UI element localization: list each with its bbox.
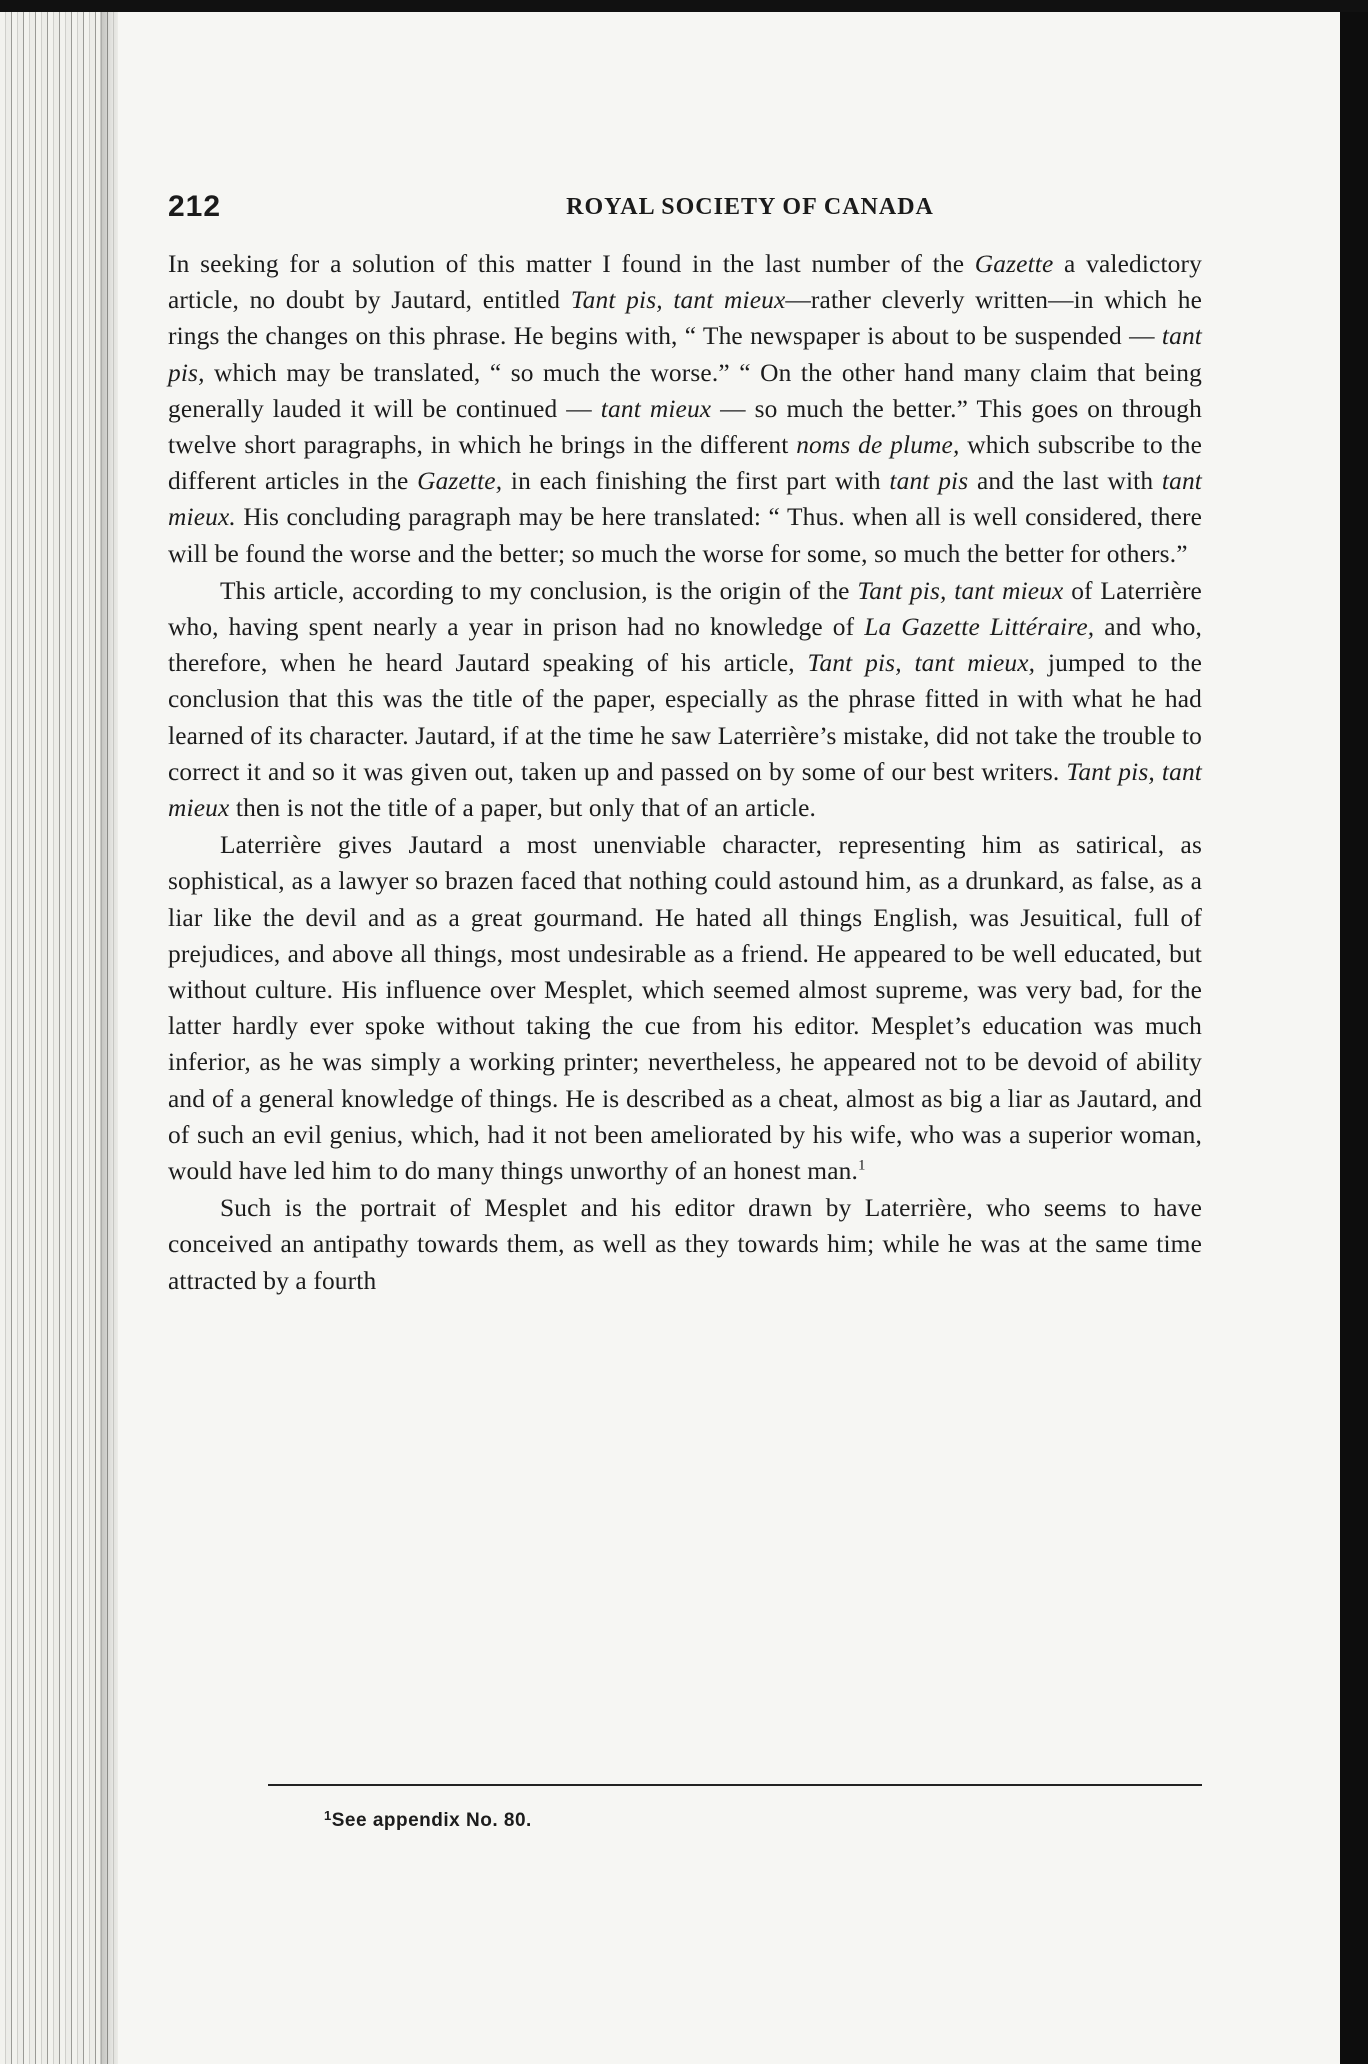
gutter-shadow: [100, 12, 118, 2064]
italic-run: noms de plume,: [796, 431, 960, 460]
paragraph: [168, 1190, 1202, 1299]
text-run: Laterrière gives Jautard a most unenviable character, representing him as satirical, as sophistical, as a lawyer so brazen faced that nothing could astound him, as a drunkard, as false, as a liar like the devil and as a great gourmand. He hated all things English, was Jesuitical, full of prejudices, and above all things, most undesirable as a friend. He appeared to be well educated, but without culture. His influence over Mesplet, which seemed almost supreme, was very bad, for the latter hardly ever spoke without taking the cue from his editor. Mesplet’s education was much inferior, as he was simply a working printer; nevertheless, he appeared not to be devoid of ability and of a general knowledge of things. He is described as a cheat, almost as big a liar as Jautard, and of such an evil genius, which, had it not been ameliorated by his wife, who was a superior woman, would have led him to do many things unworthy of an honest man.: [168, 831, 1202, 1186]
italic-run: Tant pis, tant mieux,: [807, 649, 1036, 678]
text-run: which may be translated, “ so much the worse.” “ On the other hand many claim that being generally lauded it will be continued —: [168, 358, 1202, 423]
footnote-text: See appendix No. 80.: [331, 1810, 532, 1831]
page-number: 212: [168, 190, 222, 223]
italic-run: Tant pis, tant mieux: [857, 576, 1064, 605]
body-text: [168, 246, 1202, 1299]
page-header: [168, 190, 1202, 230]
italic-run: tant pis: [889, 467, 969, 496]
italic-run: tant mieux: [600, 394, 712, 423]
italic-run: tant pis,: [168, 322, 1202, 387]
text-run: — so much the better.” This goes on through twelve short paragraphs, in which he brings in the different: [168, 394, 1202, 460]
footnote-marker: 1: [324, 1808, 332, 1823]
text-run: and the last with: [968, 467, 1162, 496]
scan-right-border: [1340, 12, 1368, 2064]
paragraph: [168, 573, 1202, 826]
text-run: Such is the portrait of Mesplet and his editor drawn by Laterrière, who seems to have conceived an antipathy towards them, as well as they towards him; while he was at the same time attracted by a fourth: [168, 1194, 1202, 1295]
footnote: [324, 1808, 532, 1832]
text-run: which subscribe to the different articles in the: [168, 431, 1202, 496]
italic-run: Tant pis, tant mieux: [570, 286, 786, 315]
italic-run: La Gazette Littéraire,: [864, 613, 1095, 642]
scan-top-border: [0, 0, 1368, 12]
text-run: then is not the title of a paper, but only that of an article.: [229, 794, 816, 823]
text-run: and who, therefore, when he heard Jautard speaking of his article,: [168, 613, 1202, 678]
italic-run: Gazette: [974, 250, 1054, 278]
text-run: This article, according to my conclusion, is the origin of the: [220, 576, 858, 605]
running-head: ROYAL SOCIETY OF CANADA: [566, 194, 934, 220]
footnote-reference: 1: [857, 1157, 866, 1174]
text-run: jumped to the conclusion that this was the title of the paper, especially as the phrase fitted in with what he had learned of its character. Jautard, if at the time he saw Laterrière’s mistake, did not take the trouble to correct it and so it was given out, taken up and passed on by some of our best writers.: [168, 649, 1202, 786]
text-run: in each finishing the first part with: [502, 467, 890, 496]
footnote-rule: [268, 1784, 1202, 1786]
text-run: His concluding paragraph may be here translated: “ Thus. when all is well considered, there will be found the worse and the better; so much the worse for some, so much the better for others.”: [168, 503, 1202, 568]
paragraph: [168, 827, 1202, 1189]
italic-run: Gazette,: [417, 467, 503, 496]
text-run: —rather cleverly written—in which he rings the changes on this phrase. He begins with, “ The newspaper is about to be suspended —: [168, 286, 1202, 351]
text-run: of Laterrière who, having spent nearly a year in prison had no knowledge of: [168, 576, 1202, 642]
italic-run: Tant pis, tant mieux: [168, 757, 1202, 823]
italic-run: tant mieux.: [168, 467, 1202, 532]
text-run: a valedictory article, no doubt by Jautard, entitled: [168, 250, 1202, 315]
text-run: In seeking for a solution of this matter I found in the last number of the: [168, 250, 975, 278]
paragraph: [168, 246, 1202, 572]
